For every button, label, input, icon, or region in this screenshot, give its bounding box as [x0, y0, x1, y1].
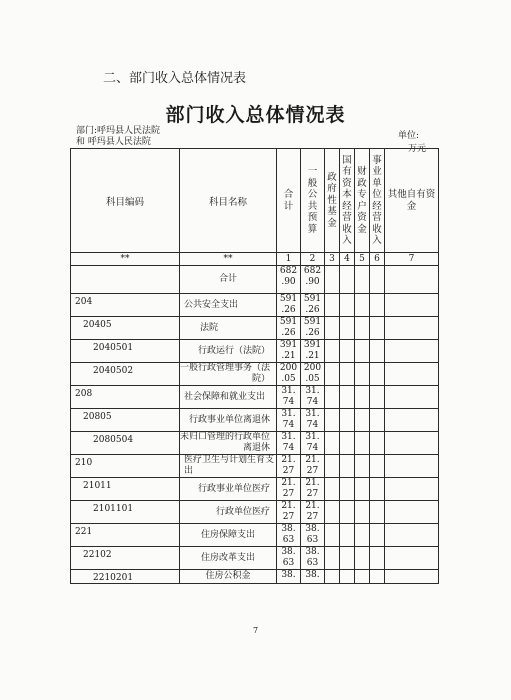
- empty-cell: [385, 409, 439, 432]
- general-budget-value: 38. 63: [301, 524, 325, 547]
- department-line: 部门:呼玛县人民法院: [76, 126, 161, 136]
- table-row: [71, 363, 439, 386]
- total-value: 391 .21: [277, 340, 301, 363]
- table-row: [71, 455, 439, 478]
- empty-cell: [325, 478, 340, 501]
- table-row: [71, 317, 439, 340]
- total-value: 38. 63: [277, 547, 301, 570]
- empty-cell: [385, 570, 439, 584]
- document-title: 部门收入总体情况表: [165, 104, 346, 126]
- empty-cell: [325, 455, 340, 478]
- empty-cell: [340, 478, 355, 501]
- empty-cell: [355, 266, 370, 294]
- subject-name: 一般行政管理事务（法院）: [180, 363, 277, 386]
- empty-cell: [355, 409, 370, 432]
- empty-cell: [355, 294, 370, 317]
- index-cell: 4: [340, 253, 355, 266]
- empty-cell: [370, 570, 385, 584]
- index-cell: 2: [301, 253, 325, 266]
- general-budget-value: 38.: [301, 570, 325, 584]
- total-value: 591 .26: [277, 317, 301, 340]
- empty-cell: [370, 340, 385, 363]
- total-value: 591 .26: [277, 294, 301, 317]
- subject-code: 20805: [71, 409, 180, 432]
- section-heading: 二、部门收入总体情况表: [103, 71, 247, 86]
- subject-name: 公共安全支出: [180, 294, 277, 317]
- empty-cell: [370, 432, 385, 455]
- empty-cell: [340, 524, 355, 547]
- empty-cell: [340, 455, 355, 478]
- empty-cell: [385, 294, 439, 317]
- empty-cell: [340, 294, 355, 317]
- subject-name: 住房公积金: [180, 570, 277, 584]
- general-budget-value: 200 .05: [301, 363, 325, 386]
- total-value: 200 .05: [277, 363, 301, 386]
- empty-cell: [385, 547, 439, 570]
- general-budget-value: 21. 27: [301, 478, 325, 501]
- empty-cell: [385, 386, 439, 409]
- general-budget-value: 682 .90: [301, 266, 325, 294]
- empty-cell: [325, 501, 340, 524]
- subject-code: 22102: [71, 547, 180, 570]
- index-row: [71, 253, 439, 266]
- empty-cell: [340, 363, 355, 386]
- empty-cell: [370, 266, 385, 294]
- empty-cell: [370, 409, 385, 432]
- table-row: [71, 340, 439, 363]
- subject-code: 210: [71, 455, 180, 478]
- empty-cell: [385, 455, 439, 478]
- subject-code: 221: [71, 524, 180, 547]
- empty-cell: [370, 363, 385, 386]
- index-cell: 3: [325, 253, 340, 266]
- general-budget-value: 31. 74: [301, 409, 325, 432]
- header-name: 科目名称: [180, 149, 277, 253]
- total-value: 682 .90: [277, 266, 301, 294]
- subject-name: 住房改革支出: [180, 547, 277, 570]
- header-row: [71, 149, 439, 253]
- empty-cell: [385, 340, 439, 363]
- empty-cell: [325, 547, 340, 570]
- total-value: 38. 63: [277, 524, 301, 547]
- empty-cell: [325, 524, 340, 547]
- table-row: [71, 409, 439, 432]
- index-cell: 6: [370, 253, 385, 266]
- empty-cell: [385, 317, 439, 340]
- subject-code: 2210201: [71, 570, 180, 584]
- empty-cell: [340, 266, 355, 294]
- subject-code: 2101101: [71, 501, 180, 524]
- table-row: [71, 547, 439, 570]
- index-cell: 7: [385, 253, 439, 266]
- empty-cell: [340, 409, 355, 432]
- subject-name: 法院: [180, 317, 277, 340]
- empty-cell: [355, 547, 370, 570]
- empty-cell: [370, 317, 385, 340]
- header-general-budget: 一 般 公 共 预 算: [301, 149, 325, 253]
- empty-cell: [325, 386, 340, 409]
- subject-name: 行政事业单位离退休: [180, 409, 277, 432]
- table-row: [71, 570, 439, 584]
- general-budget-value: 391 .21: [301, 340, 325, 363]
- empty-cell: [385, 478, 439, 501]
- general-budget-value: 21. 27: [301, 501, 325, 524]
- empty-cell: [385, 363, 439, 386]
- empty-cell: [385, 501, 439, 524]
- page-number: 7: [252, 626, 259, 635]
- subject-name: 行政单位医疗: [180, 501, 277, 524]
- empty-cell: [340, 340, 355, 363]
- empty-cell: [340, 386, 355, 409]
- table-row: [71, 294, 439, 317]
- empty-cell: [385, 524, 439, 547]
- empty-cell: [340, 317, 355, 340]
- subject-code: [71, 266, 180, 294]
- empty-cell: [355, 524, 370, 547]
- empty-cell: [370, 547, 385, 570]
- index-cell: 1: [277, 253, 301, 266]
- subject-name: 住房保障支出: [180, 524, 277, 547]
- total-value: 38.: [277, 570, 301, 584]
- subject-code: 2040501: [71, 340, 180, 363]
- empty-cell: [370, 501, 385, 524]
- general-budget-value: 38. 63: [301, 547, 325, 570]
- empty-cell: [370, 478, 385, 501]
- empty-cell: [325, 409, 340, 432]
- general-budget-value: 31. 74: [301, 432, 325, 455]
- empty-cell: [355, 386, 370, 409]
- subject-code: 204: [71, 294, 180, 317]
- subject-code: 2040502: [71, 363, 180, 386]
- index-cell: **: [71, 253, 180, 266]
- empty-cell: [325, 266, 340, 294]
- table-row: [71, 501, 439, 524]
- general-budget-value: 591 .26: [301, 317, 325, 340]
- total-value: 31. 74: [277, 386, 301, 409]
- subject-name: 医疗卫生与计划生育支出: [180, 455, 277, 478]
- subject-code: 2080504: [71, 432, 180, 455]
- empty-cell: [325, 363, 340, 386]
- table-row: [71, 432, 439, 455]
- index-cell: 5: [355, 253, 370, 266]
- subject-code: 21011: [71, 478, 180, 501]
- subject-code: 208: [71, 386, 180, 409]
- empty-cell: [370, 294, 385, 317]
- empty-cell: [355, 317, 370, 340]
- empty-cell: [355, 478, 370, 501]
- subject-name: 合计: [180, 266, 277, 294]
- empty-cell: [325, 570, 340, 584]
- index-cell: **: [180, 253, 277, 266]
- unit-label: 单位:: [398, 131, 420, 141]
- total-value: 21. 27: [277, 478, 301, 501]
- table-row: [71, 386, 439, 409]
- table-row: [71, 524, 439, 547]
- empty-cell: [385, 266, 439, 294]
- empty-cell: [325, 317, 340, 340]
- total-value: 21. 27: [277, 501, 301, 524]
- header-other-funds: 其他自有资金: [385, 149, 439, 253]
- header-total: 合 计: [277, 149, 301, 253]
- table-row: [71, 478, 439, 501]
- empty-cell: [340, 501, 355, 524]
- header-enterprise-income: 事 业 单 位 经 营 收 入: [370, 149, 385, 253]
- subject-code: 20405: [71, 317, 180, 340]
- unit-value: 万元: [408, 144, 427, 154]
- empty-cell: [340, 570, 355, 584]
- total-value: 31. 74: [277, 409, 301, 432]
- empty-cell: [370, 524, 385, 547]
- empty-cell: [325, 340, 340, 363]
- empty-cell: [370, 455, 385, 478]
- empty-cell: [355, 363, 370, 386]
- empty-cell: [355, 432, 370, 455]
- header-government-fund: 政 府 性 基 金: [325, 149, 340, 253]
- header-special-account: 财 政 专 户 资 金: [355, 149, 370, 253]
- subject-name: 未归口管理的行政单位离退休: [180, 432, 277, 455]
- empty-cell: [340, 432, 355, 455]
- empty-cell: [325, 432, 340, 455]
- department-line-continued: 和 呼玛县人民法院: [76, 137, 151, 147]
- header-code: 科目编码: [71, 149, 180, 253]
- subject-name: 行政事业单位医疗: [180, 478, 277, 501]
- revenue-table: [70, 148, 439, 584]
- total-value: 31. 74: [277, 432, 301, 455]
- total-value: 21. 27: [277, 455, 301, 478]
- general-budget-value: 21. 27: [301, 455, 325, 478]
- empty-cell: [325, 294, 340, 317]
- empty-cell: [355, 570, 370, 584]
- table-row: [71, 266, 439, 294]
- subject-name: 社会保障和就业支出: [180, 386, 277, 409]
- general-budget-value: 31. 74: [301, 386, 325, 409]
- subject-name: 行政运行（法院）: [180, 340, 277, 363]
- empty-cell: [340, 547, 355, 570]
- general-budget-value: 591 .26: [301, 294, 325, 317]
- empty-cell: [385, 432, 439, 455]
- empty-cell: [370, 386, 385, 409]
- header-state-capital: 国 有 资 本 经 营 收 入: [340, 149, 355, 253]
- empty-cell: [355, 455, 370, 478]
- empty-cell: [355, 501, 370, 524]
- empty-cell: [355, 340, 370, 363]
